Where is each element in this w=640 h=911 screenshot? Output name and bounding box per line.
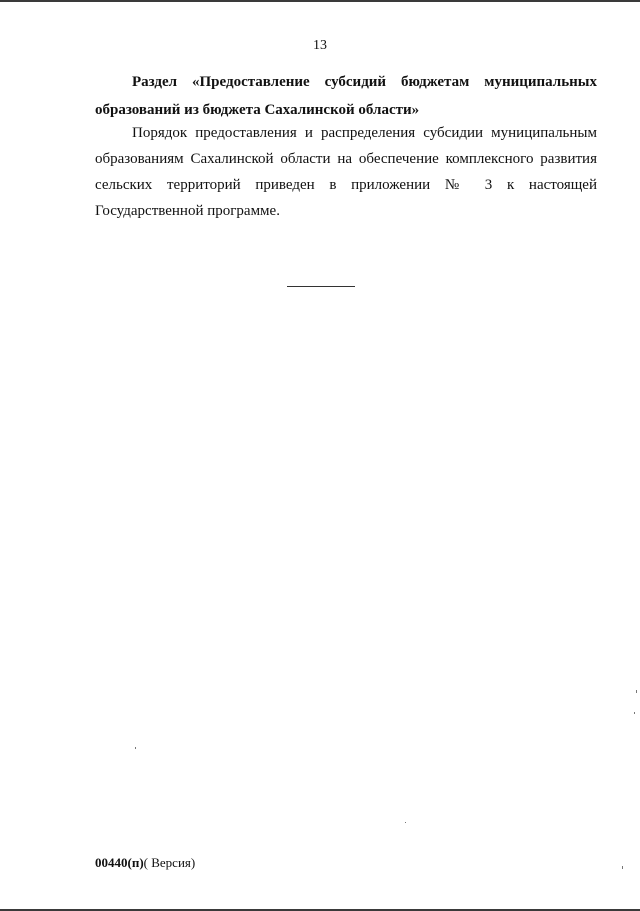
top-scan-border [0, 0, 640, 2]
section-heading-line-1: Раздел «Предоставление субсидий бюджетам муниципальных [132, 74, 597, 90]
document-version-label: ( Версия) [143, 855, 196, 870]
scan-speck [135, 747, 136, 749]
body-paragraph [95, 120, 597, 224]
scan-speck [405, 822, 406, 823]
end-separator-line [287, 286, 355, 287]
paragraph-line-4: Государственной программе. [95, 203, 280, 219]
scan-speck [634, 712, 635, 714]
section-heading [95, 68, 597, 124]
document-code [95, 855, 195, 871]
document-code-number: 00440(п) [95, 855, 144, 870]
page-number: 13 [313, 38, 327, 53]
paragraph-line-3: сельских территорий приведен в приложении № 3 к настоящей [95, 177, 597, 193]
paragraph-line-2: образованиям Сахалинской области на обеспечение комплексного развития [95, 151, 597, 167]
section-heading-line-2: образований из бюджета Сахалинской области» [95, 102, 420, 118]
scan-speck [622, 866, 623, 869]
paragraph-line-1: Порядок предоставления и распределения субсидии муниципальным [132, 125, 597, 141]
scan-speck [636, 690, 637, 693]
